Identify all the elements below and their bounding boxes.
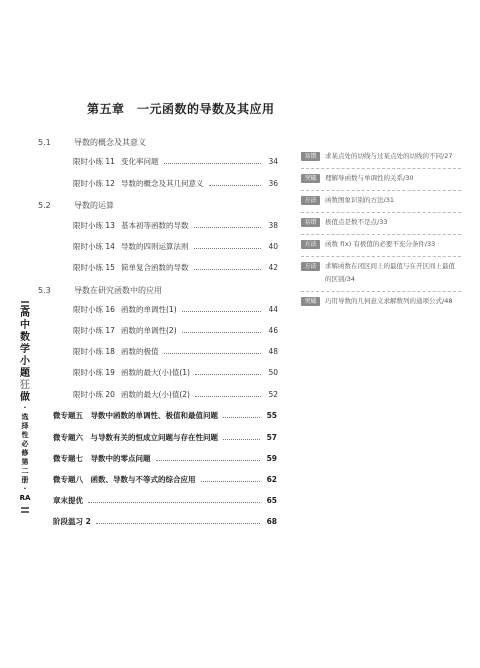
- leader-dots: [223, 413, 260, 418]
- spine-char: 选: [21, 413, 29, 421]
- spine-char: 册: [21, 476, 29, 484]
- leader-dots: [195, 392, 261, 397]
- page-number: 68: [266, 517, 277, 526]
- spine-rule: [21, 511, 29, 513]
- page-number: 50: [268, 368, 278, 377]
- divider: [301, 256, 461, 257]
- leader-dots: [194, 265, 262, 270]
- toc-row-lesson-14[interactable]: [73, 241, 278, 252]
- page-number: 59: [266, 454, 277, 463]
- lesson-label: 限时小练 14: [73, 242, 115, 251]
- side-note: [301, 262, 461, 286]
- note-text: 函数图象识别的方法/31: [325, 196, 394, 204]
- lesson-title: 变化率问题: [121, 157, 159, 166]
- toc-row-lesson-18[interactable]: [73, 346, 278, 357]
- page-number: 65: [266, 496, 277, 505]
- side-note: [301, 174, 461, 185]
- spine-char: 择: [21, 422, 29, 430]
- toc-row-lesson-17[interactable]: [73, 325, 278, 336]
- leader-dots: [223, 435, 260, 440]
- note-badge: 方法: [301, 262, 320, 271]
- spine-char: 中: [20, 320, 30, 331]
- divider: [301, 168, 461, 169]
- lesson-title: 函数的极值: [121, 347, 159, 356]
- section-title: 导数的概念及其意义: [74, 138, 146, 147]
- page-number: 44: [268, 305, 278, 314]
- lesson-title: 函数的最大(小)值(1): [121, 368, 190, 377]
- side-note: [301, 218, 461, 229]
- spine-char: 性: [21, 431, 29, 439]
- page-number: 40: [268, 242, 278, 251]
- leader-dots: [156, 456, 261, 461]
- toc-row-lesson-20[interactable]: [73, 389, 278, 400]
- note-text: 求某点处的切线与过某点处的切线的不同/27: [325, 152, 453, 160]
- leader-dots: [164, 159, 262, 164]
- side-notes-panel: [301, 152, 461, 313]
- side-note: [301, 240, 461, 251]
- section-number: 5.2: [38, 201, 51, 210]
- toc-row-topic-5[interactable]: [53, 410, 277, 421]
- divider: [301, 212, 461, 213]
- spine-rule: [21, 305, 29, 307]
- divider: [301, 291, 461, 292]
- lesson-label: 限时小练 18: [73, 347, 115, 356]
- topic-title: 微专题五 导数中函数的单调性、极值和最值问题: [53, 411, 218, 420]
- toc-row-lesson-13[interactable]: [73, 220, 278, 231]
- note-badge: 方法: [301, 196, 320, 205]
- note-text: 理解导函数与单调性的关系/30: [325, 174, 414, 182]
- lesson-label: 限时小练 19: [73, 368, 115, 377]
- section-number: 5.3: [38, 286, 51, 295]
- lesson-title: 导数的概念及其几何意义: [121, 179, 204, 188]
- spine-char: 学: [20, 344, 30, 355]
- side-note: [301, 297, 461, 308]
- page-number: 46: [268, 326, 278, 335]
- section-5-1: [38, 137, 146, 148]
- section-number: 5.1: [38, 138, 51, 147]
- spine-char: 必: [21, 440, 29, 448]
- leader-dots: [194, 244, 262, 249]
- spine-char: 狂: [20, 380, 30, 391]
- leader-dots: [96, 519, 260, 524]
- section-title: 导数在研究函数中的应用: [74, 286, 162, 295]
- leader-dots: [88, 498, 260, 503]
- lesson-title: 函数的单调性(2): [121, 326, 177, 335]
- topic-title: 章末提优: [53, 496, 83, 505]
- page-number: 48: [268, 347, 278, 356]
- leader-dots: [182, 307, 261, 312]
- toc-row-topic-6[interactable]: [53, 432, 277, 443]
- toc-row-lesson-12[interactable]: [73, 178, 278, 189]
- lesson-label: 限时小练 12: [73, 179, 115, 188]
- section-title: 导数的运算: [74, 201, 114, 210]
- note-badge: 突破: [301, 297, 320, 306]
- note-text: 巧用导数的几何意义求解数列的通项公式/48: [325, 297, 453, 305]
- spine-char: 修: [21, 449, 29, 457]
- spine-title: [18, 300, 32, 560]
- note-badge: 易错: [301, 152, 320, 161]
- lesson-title: 基本初等函数的导数: [121, 221, 189, 230]
- spine-char: 数: [20, 332, 30, 343]
- spine-char: ·: [23, 485, 27, 493]
- note-text: 极值点是数不是点/33: [325, 218, 388, 226]
- page-number: 52: [268, 390, 278, 399]
- chapter-title: 第五章 一元函数的导数及其应用: [87, 102, 275, 116]
- side-note: [301, 152, 461, 163]
- toc-row-topic-8[interactable]: [53, 474, 277, 485]
- page-number: 62: [266, 475, 277, 484]
- leader-dots: [195, 370, 261, 375]
- page-number: 38: [268, 221, 278, 230]
- toc-row-topic-7[interactable]: [53, 453, 277, 464]
- lesson-label: 限时小练 17: [73, 326, 115, 335]
- page-number: 57: [266, 433, 277, 442]
- side-note: [301, 196, 461, 207]
- page-number: 55: [266, 411, 277, 420]
- note-badge: 方法: [301, 240, 320, 249]
- page-number: 36: [268, 179, 278, 188]
- spine-char: 做: [20, 392, 30, 403]
- spine-rule: [21, 301, 29, 303]
- spine-char: ·: [23, 404, 27, 412]
- topic-title: 微专题六 与导数有关的恒成立问题与存在性问题: [53, 433, 218, 442]
- page-number: 42: [268, 263, 278, 272]
- toc-row-chapter-review[interactable]: [53, 495, 277, 506]
- lesson-label: 限时小练 20: [73, 390, 115, 399]
- lesson-label: 限时小练 13: [73, 221, 115, 230]
- topic-title: 阶段温习 2: [53, 517, 91, 526]
- lesson-label: 限时小练 16: [73, 305, 115, 314]
- note-badge: 易错: [301, 218, 320, 227]
- divider: [301, 190, 461, 191]
- lesson-title: 导数的四则运算法则: [121, 242, 189, 251]
- note-text: 函数 f(x) 有极值的必要不充分条件/33: [325, 240, 436, 248]
- spine-char: 二: [21, 467, 29, 475]
- leader-dots: [164, 349, 262, 354]
- lesson-title: 简单复合函数的导数: [121, 263, 189, 272]
- spine-char: 小: [20, 356, 30, 367]
- leader-dots: [194, 223, 262, 228]
- page-number: 34: [268, 157, 278, 166]
- spine-char: 题: [20, 368, 30, 379]
- toc-row-lesson-19[interactable]: [73, 367, 278, 378]
- divider: [301, 234, 461, 235]
- spine-rule: [21, 507, 29, 509]
- toc-row-stage-review-2[interactable]: [53, 516, 277, 527]
- lesson-label: 限时小练 11: [73, 157, 115, 166]
- toc-row-lesson-16[interactable]: [73, 304, 278, 315]
- spine-char: RA: [19, 494, 31, 502]
- spine-char: 第: [21, 458, 29, 466]
- leader-dots: [209, 181, 262, 186]
- section-5-2: [38, 200, 114, 211]
- note-badge: 突破: [301, 174, 320, 183]
- note-text: 求解函数在闭区间上的最值与在开区间上最值的区别/34: [325, 262, 455, 283]
- toc-row-lesson-15[interactable]: [73, 262, 278, 273]
- lesson-title: 函数的最大(小)值(2): [121, 390, 190, 399]
- leader-dots: [201, 477, 261, 482]
- spine-char: 高: [20, 308, 30, 319]
- lesson-title: 函数的单调性(1): [121, 305, 177, 314]
- topic-title: 微专题八 函数、导数与不等式的综合应用: [53, 475, 196, 484]
- leader-dots: [182, 328, 261, 333]
- toc-row-lesson-11[interactable]: [73, 156, 278, 167]
- section-5-3: [38, 285, 162, 296]
- topic-title: 微专题七 导数中的零点问题: [53, 454, 151, 463]
- lesson-label: 限时小练 15: [73, 263, 115, 272]
